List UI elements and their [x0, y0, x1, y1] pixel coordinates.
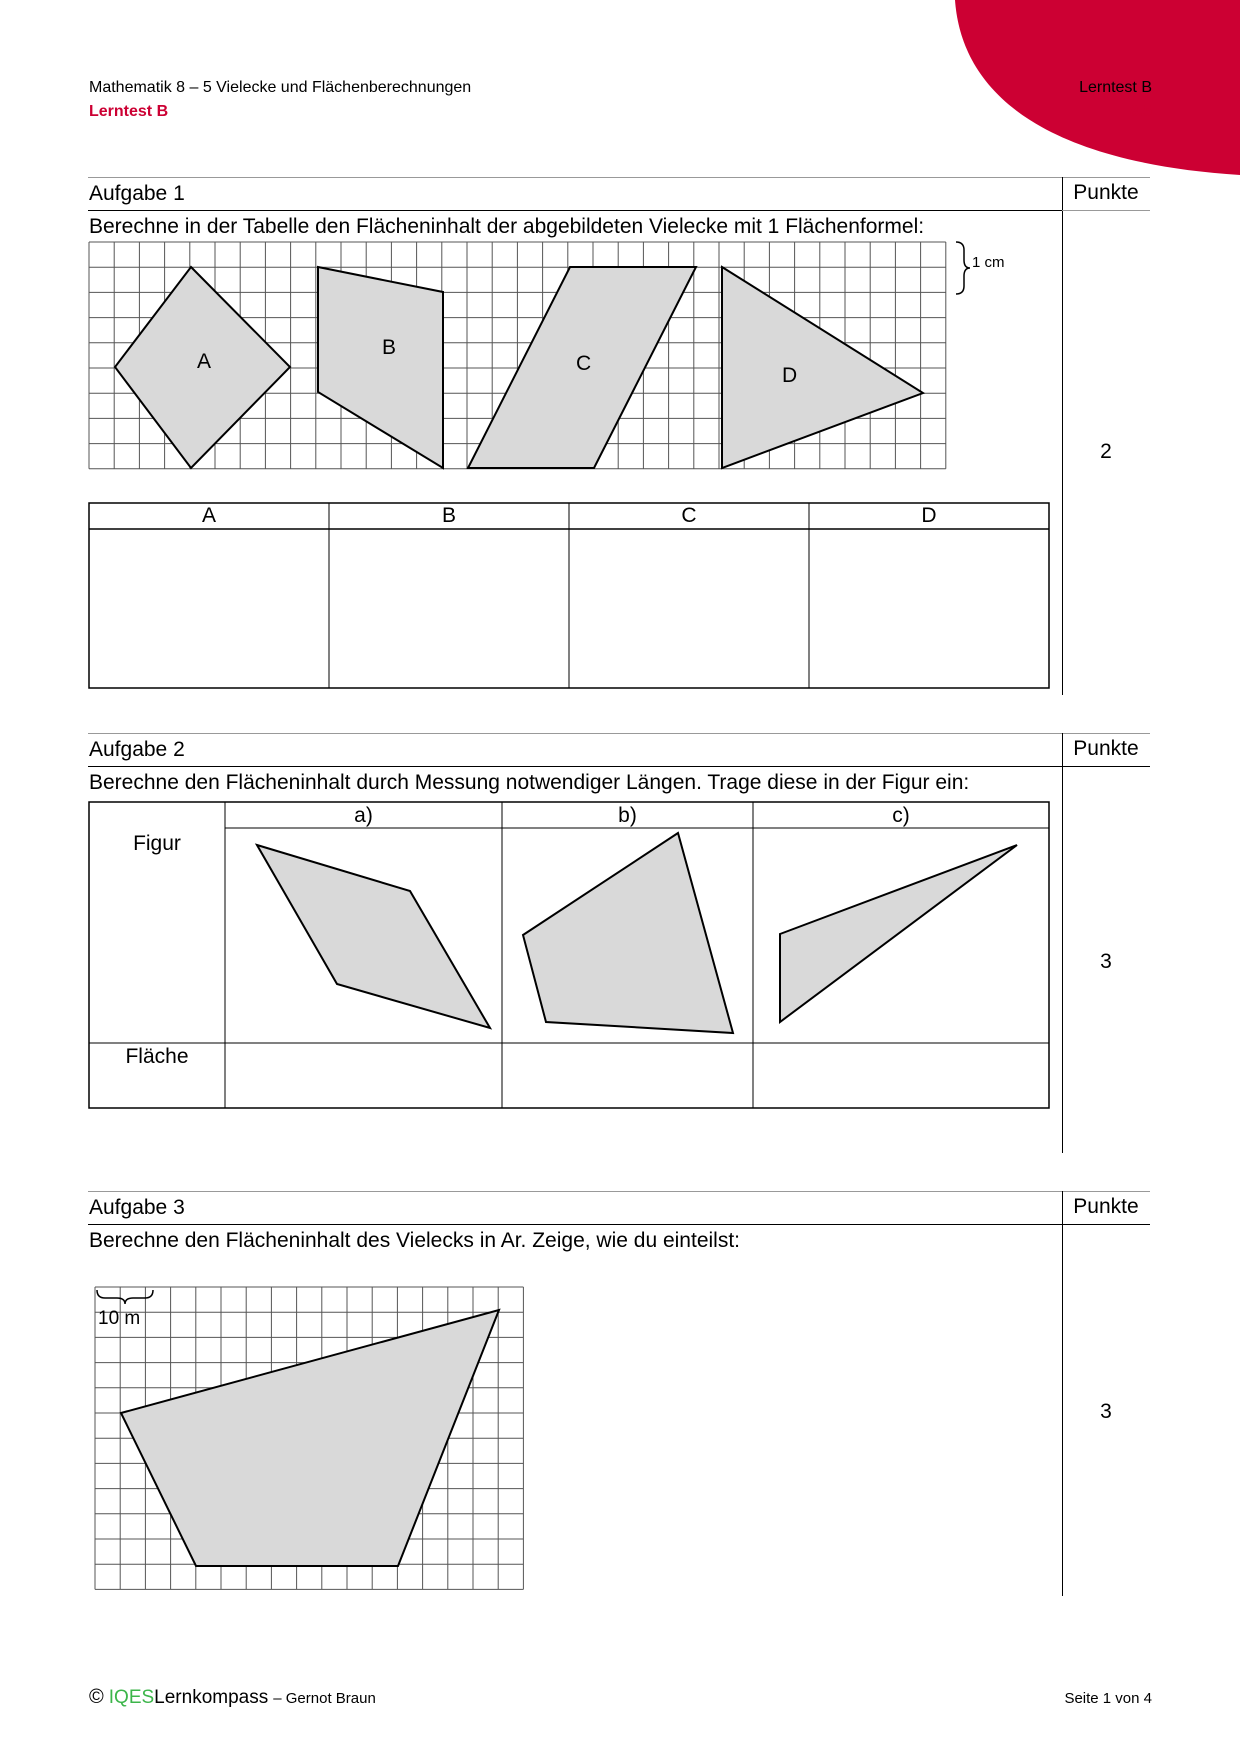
copyright-symbol: © — [89, 1686, 104, 1708]
task1-scale-label: 1 cm — [972, 254, 1005, 271]
table1-header-b: B — [441, 504, 456, 527]
page-number: Seite 1 von 4 — [1064, 1690, 1152, 1707]
task3-points-label: Punkte — [1073, 1195, 1139, 1218]
task2-col-b: b) — [618, 804, 637, 827]
task1-instruction: Berechne in der Tabelle den Flächeninhalt der abgebildeten Vielecke mit 1 Flächenformel: — [89, 215, 925, 238]
table1-header-a: A — [201, 504, 216, 527]
task2-row-area: Fläche — [125, 1045, 189, 1068]
header-right-number: 8.5 — [1129, 103, 1152, 120]
task3-title: Aufgabe 3 — [89, 1196, 185, 1219]
task1-title: Aufgabe 1 — [89, 182, 185, 205]
task2-title: Aufgabe 2 — [89, 738, 185, 761]
brand-iqes: IQES — [108, 1687, 155, 1708]
task3-points: 3 — [1100, 1400, 1112, 1423]
shape-d-label: D — [782, 364, 798, 387]
footer-brand — [89, 1686, 376, 1709]
task3-instruction: Berechne den Flächeninhalt des Vielecks in Ar. Zeige, wie du einteilst: — [89, 1229, 740, 1252]
task1-points-label: Punkte — [1073, 181, 1139, 204]
task2-col-a: a) — [354, 804, 373, 827]
shape-a-label: A — [197, 350, 212, 373]
shape-c-label: C — [576, 352, 592, 375]
task2-points-label: Punkte — [1073, 737, 1139, 760]
header-right-title: Lerntest B — [1079, 79, 1152, 96]
task2-col-c: c) — [892, 804, 910, 827]
footer-author: – Gernot Braun — [273, 1690, 376, 1707]
table1-header-c: C — [681, 504, 697, 527]
brand-lernkompass: Lernkompass — [154, 1687, 269, 1708]
course-title: Mathematik 8 – 5 Vielecke und Flächenberechnungen — [89, 79, 472, 96]
task3-polygon — [121, 1310, 499, 1566]
task2-points: 3 — [1100, 950, 1112, 973]
scale-brace-10m — [97, 1290, 153, 1304]
shape-b-label: B — [382, 336, 397, 359]
task2-row-figure: Figur — [133, 832, 181, 855]
task1-points: 2 — [1100, 440, 1112, 463]
task2-instruction: Berechne den Flächeninhalt durch Messung notwendiger Längen. Trage diese in der Figur ein: — [89, 771, 970, 794]
task3-scale-label: 10 m — [98, 1308, 141, 1329]
test-subtitle: Lerntest B — [89, 103, 169, 120]
table1-header-d: D — [921, 504, 937, 527]
